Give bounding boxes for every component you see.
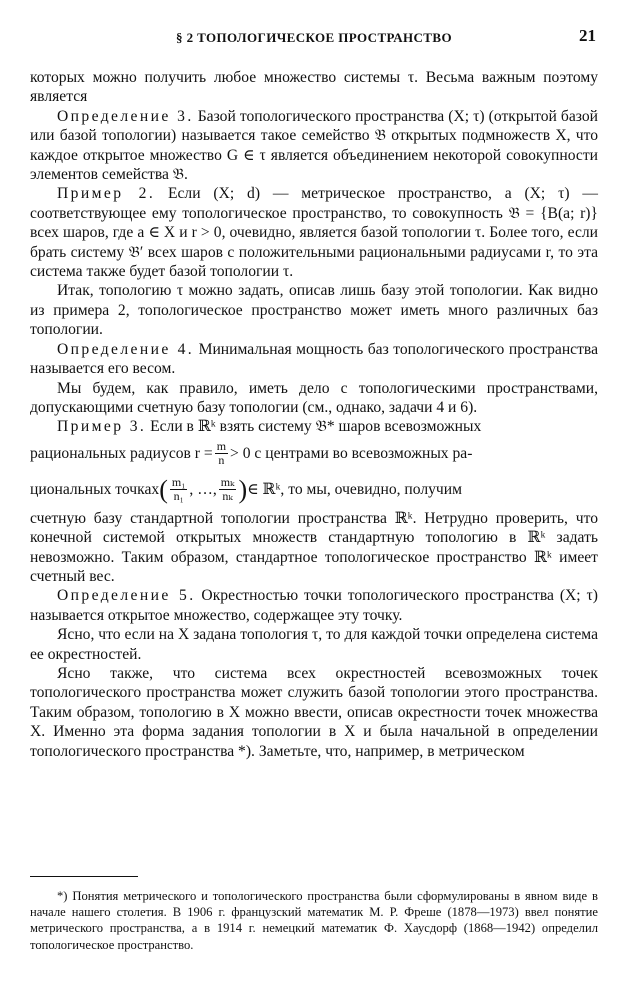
definition-5-text: Окрестностью точки топологического пространства (X; τ) называется открытое множество, содержащее эту точку. bbox=[30, 587, 598, 624]
page-header bbox=[0, 26, 628, 50]
example-3-line-1 bbox=[30, 417, 598, 436]
paragraph-countable-base: Мы будем, как правило, иметь дело с топологическими пространствами, допускающими счетную базу топологии (см., однако, задачи 4 и 6). bbox=[30, 379, 598, 416]
example-2-text: Если (X; d) — метрическое пространство, а (X; τ) — соответствующее ему топологическое пространство, то совокупность 𝔅 = {B(a; r)} всех шаров, где a ∈ X и r > 0, очевидно, является базой топологии τ. Более того, если брать систему 𝔅′ всех шаров с положительными рациональными радиусами r, то эта система также будет базой топологии τ. bbox=[30, 185, 598, 281]
example-3-label: Пример 3. bbox=[57, 418, 147, 436]
definition-4 bbox=[30, 340, 598, 379]
paragraph-summary: Итак, топологию τ можно задать, описав лишь базу этой топологии. Как видно из примера 2, топологическое пространство может иметь много различных баз топологии. bbox=[30, 282, 598, 339]
point-fraction-k bbox=[219, 476, 237, 503]
example-3-conclusion: счетную базу стандартной топологии пространства ℝᵏ. Нетрудно проверить, что конечной системой открытых множеств стандартную топологию в ℝᵏ задать невозможно. Таким образом, стандартное топологическое пространство ℝᵏ имеет счетный вес. bbox=[30, 509, 598, 585]
radius-numerator: m bbox=[216, 439, 227, 454]
point-denominator-k: nₖ bbox=[222, 489, 233, 504]
example-2-label: Пример 2. bbox=[57, 185, 156, 203]
right-paren: ) bbox=[238, 474, 248, 504]
footnote-text: *) Понятия метрического и топологического пространства были сформулированы в явном виде в начале нашего столетия. В 1906 г. французский математик М. Р. Фреше (1878—1973) ввел понятие метрического пространства, а в 1914 г. немецкий математик Ф. Хаусдорф (1868—1942) определил топологическое пространство. bbox=[30, 889, 598, 952]
paragraph-continuation: которых можно получить любое множество системы τ. Весьма важным поэтому является bbox=[30, 69, 598, 106]
footnote-divider bbox=[30, 876, 138, 877]
example-3-points-pre: циональных точках bbox=[30, 481, 160, 499]
example-3-points-line bbox=[30, 471, 598, 509]
main-text bbox=[30, 68, 598, 761]
definition-3 bbox=[30, 107, 598, 185]
example-3-text-a: Если в ℝᵏ взять систему 𝔅* шаров всевозможных bbox=[146, 418, 482, 436]
example-2 bbox=[30, 184, 598, 281]
example-3-radius-line bbox=[30, 437, 598, 471]
point-fraction-1 bbox=[170, 476, 188, 503]
definition-5-label: Определение 5. bbox=[57, 587, 196, 605]
left-paren: ( bbox=[159, 474, 168, 504]
example-3-radius-pre: рациональных радиусов r = bbox=[30, 445, 213, 463]
paragraph-neighborhood-base: Ясно также, что система всех окрестностей всевозможных точек топологического пространства может служить базой топологии этого пространства. Таким образом, топологию в X можно ввести, описав окрестности точек множества X. Именно эта форма задания топологии в X и была начальной в определении топологического пространства *). Заметьте, что, например, в метрическом bbox=[30, 664, 598, 760]
definition-4-label: Определение 4. bbox=[57, 340, 195, 358]
radius-denominator: n bbox=[218, 453, 225, 468]
point-numerator-1: m₁ bbox=[171, 475, 186, 490]
running-head: § 2 ТОПОЛОГИЧЕСКОЕ ПРОСТРАНСТВО bbox=[176, 30, 452, 45]
footnote bbox=[30, 888, 598, 953]
point-ellipsis: , …, bbox=[189, 481, 217, 499]
definition-3-text: Базой топологического пространства (X; τ) (открытой базой или базой топологии) называется такое семейство 𝔅 открытых подмножеств X, что каждое открытое множество G ∈ τ является объединением некоторой совокупности элементов семейства 𝔅. bbox=[30, 107, 598, 184]
point-denominator-1: n₁ bbox=[173, 489, 184, 504]
paragraph-neighborhoods: Ясно, что если на X задана топология τ, то для каждой точки определена система ее окрестностей. bbox=[30, 626, 598, 663]
page-number: 21 bbox=[579, 26, 596, 45]
point-numerator-k: mₖ bbox=[220, 475, 235, 490]
example-3-points-post: ∈ ℝᵏ, то мы, очевидно, получим bbox=[247, 481, 462, 499]
definition-4-text: Минимальная мощность баз топологического пространства называется его весом. bbox=[30, 340, 598, 378]
example-3-radius-post: > 0 с центрами во всевозможных ра- bbox=[230, 445, 473, 463]
radius-fraction bbox=[215, 440, 228, 467]
definition-5 bbox=[30, 586, 598, 625]
definition-3-label: Определение 3. bbox=[57, 107, 194, 125]
